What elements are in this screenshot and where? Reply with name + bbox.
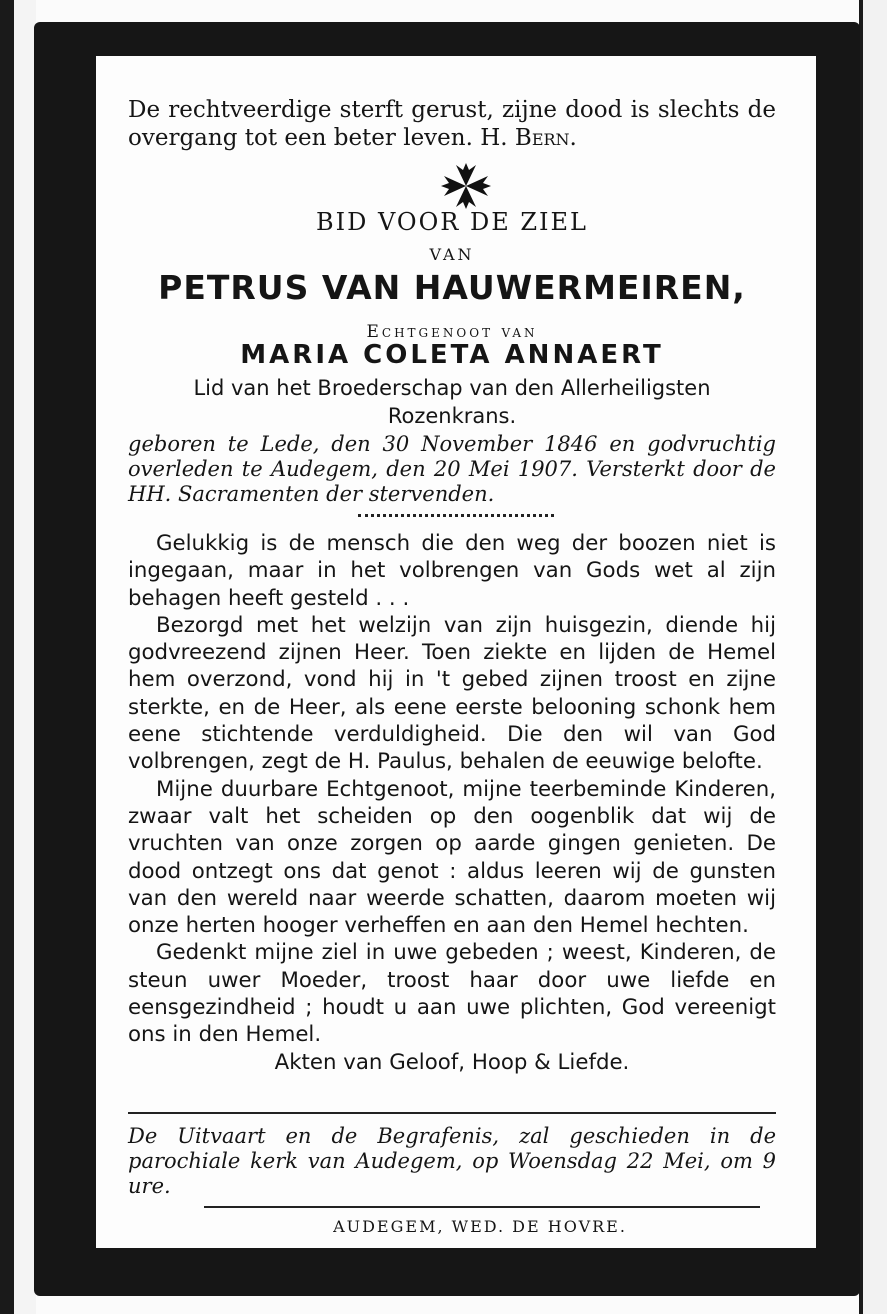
maltese-cross-icon	[440, 162, 492, 210]
quote-text: De rechtveerdige sterft gerust, zijne dood is slechts de overgang tot een beter leven.	[128, 97, 776, 151]
heading-van: VAN	[429, 245, 475, 264]
funeral-notice: De Uitvaart en de Begrafenis, zal geschieden in de parochiale kerk van Audegem, op Woensdag 22 Mei, om 9 ure.	[128, 1124, 776, 1198]
divider-rule	[204, 1206, 760, 1208]
left-edge-strip	[0, 0, 14, 1314]
closing-line: Akten van Geloof, Hoop & Liefde.	[274, 1049, 630, 1075]
spouse-name: MARIA COLETA ANNAERT	[240, 340, 664, 370]
printer-imprint: AUDEGEM, WED. DE HOVRE.	[333, 1217, 627, 1236]
quote-source: H. Bern.	[480, 125, 577, 151]
memorial-paragraph: Mijne duurbare Echtgenoot, mijne teerbeminde Kinderen, zwaar valt het scheiden op den oogenblik dat wij de vruchten van onze zorgen op aarde gingen genieten. De dood ontzegt ons dat genot : aldus leeren wij de gunsten van den wereld naar weerde schatten, daarom moeten wij onze herten hooger verheffen en aan den Hemel hechten.	[128, 776, 776, 939]
opening-quote	[128, 96, 776, 152]
memorial-paragraph: Gedenkt mijne ziel in uwe gebeden ; weest, Kinderen, de steun uwer Moeder, troost haar door uwe liefde en eensgezindheid ; houdt u aan uwe plichten, God vereenigt ons in den Hemel.	[128, 940, 776, 1048]
divider-rule	[128, 1112, 776, 1114]
memorial-paragraph: Gelukkig is de mensch die den weg der boozen niet is ingegaan, maar in het volbrengen van Gods wet al zijn behagen heeft gesteld . . .	[128, 531, 776, 611]
spouse-label: Echtgenoot van	[366, 322, 538, 342]
right-edge-strip	[859, 0, 887, 1314]
deceased-name: PETRUS VAN HAUWERMEIREN,	[158, 268, 746, 307]
heading-bid-voor-de-ziel: BID VOOR DE ZIEL	[316, 208, 588, 236]
left-edge-gap	[14, 0, 36, 1314]
membership-text: Lid van het Broederschap van den Allerheiligsten Rozenkrans.	[193, 376, 711, 428]
birth-death-text: geboren te Lede, den 30 November 1846 en godvruchtig overleden te Audegem, den 20 Mei 1907. Versterkt door de HH. Sacramenten der stervenden.	[128, 432, 776, 506]
memorial-text	[128, 530, 776, 1076]
dotted-divider	[358, 514, 554, 517]
memorial-paragraph: Bezorgd met het welzijn van zijn huisgezin, diende hij godvreezend zijnen Heer. Toen ziekte en lijden de Hemel hem overzond, vond hij in 't gebed zijnen troost en zijne sterkte, en de Heer, als eene eerste belooning schonk hem eene stichtende verduldigheid. Die den wil van God volbrengen, zegt de H. Paulus, behalen de eeuwige belofte.	[128, 612, 776, 775]
